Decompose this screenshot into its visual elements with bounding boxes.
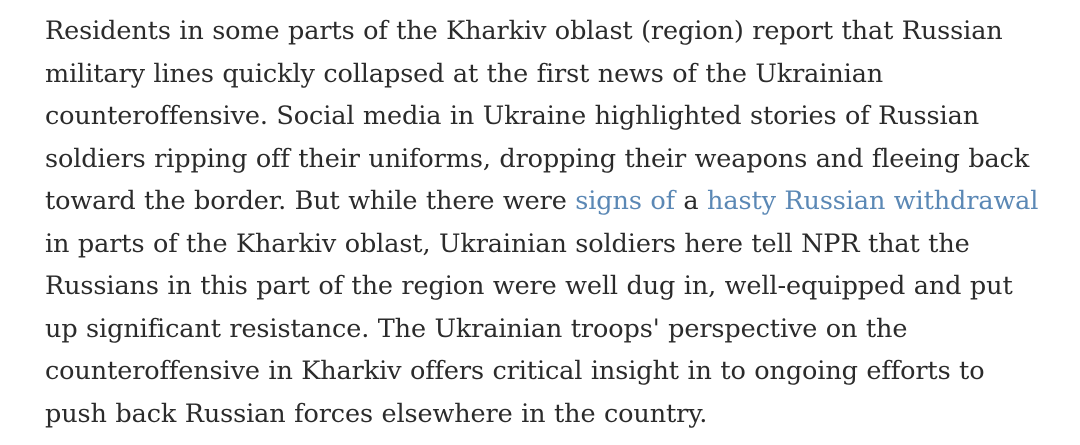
paragraph-text-segment-1: Residents in some parts of the Kharkiv oblast (region) report that Russian military lines quickly collapsed at the first news of the Ukrainian counteroffensive. Social media in Ukraine highlighted stories of Russian soldiers ripping off their uniforms, dropping their weapons and fleeing back toward the border. But while there were (45, 16, 1030, 216)
paragraph-text-segment-2: a (674, 186, 708, 216)
paragraph-text-segment-3: in parts of the Kharkiv oblast, Ukrainian soldiers here tell NPR that the Russians in this part of the region were well dug in, well-equipped and put up significant resistance. The Ukrainian troops' perspective on the counteroffensive in Kharkiv offers critical insight in to ongoing efforts to push back Russian forces elsewhere in the country. (45, 228, 1013, 429)
inline-link-hasty-russian-withdrawal[interactable]: hasty Russian withdrawal (707, 186, 1039, 216)
inline-link-signs-of[interactable]: signs of (575, 186, 675, 216)
article-paragraph (45, 10, 1050, 435)
